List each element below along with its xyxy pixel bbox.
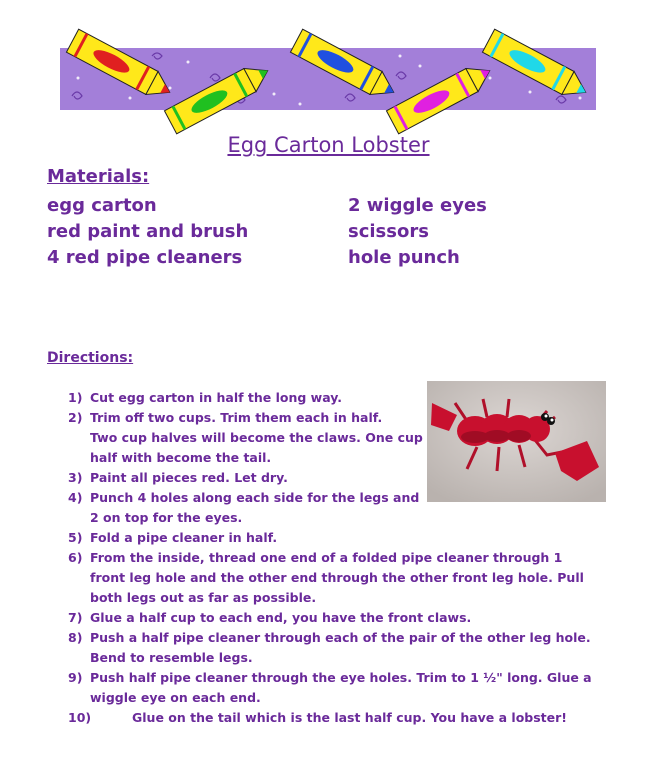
step-line: Glue on the tail which is the last half cup. You have a lobster! [132,710,567,725]
step-line: Punch 4 holes along each side for the legs and [90,490,420,505]
step-line: Trim off two cups. Trim them each in half. [90,410,383,425]
direction-step [68,408,426,468]
step-line: Paint all pieces red. Let dry. [90,470,288,485]
step-line: Bend to resemble legs. [90,650,253,665]
material-item: scissors [348,221,429,242]
step-line: wiggle eye on each end. [90,690,261,705]
direction-step [68,468,426,488]
step-line: 2 on top for the eyes. [90,510,243,525]
direction-step [68,708,628,728]
directions-heading: Directions: [47,350,134,366]
green-crayon-icon [160,56,280,136]
direction-step [68,528,628,548]
step-line: From the inside, thread one end of a folded pipe cleaner through 1 [90,550,563,565]
step-line: Two cup halves will become the claws. One cup [90,430,423,445]
step-line: Fold a pipe cleaner in half. [90,530,278,545]
material-item: hole punch [348,247,460,268]
step-line: Glue a half cup to each end, you have the front claws. [90,610,472,625]
step-number: 2) [68,410,83,425]
step-number: 9) [68,670,83,685]
direction-step [68,628,628,668]
page-title: Egg Carton Lobster [227,133,430,157]
step-line: Push a half pipe cleaner through each of the pair of the other leg hole. [90,630,591,645]
step-line: Cut egg carton in half the long way. [90,390,343,405]
step-number: 8) [68,630,83,645]
materials-list-right [348,193,487,271]
step-number: 6) [68,550,83,565]
step-number: 5) [68,530,83,545]
step-number: 7) [68,610,83,625]
direction-step [68,548,628,608]
material-item: 2 wiggle eyes [348,195,487,216]
materials-heading: Materials: [47,166,150,187]
direction-step [68,668,628,708]
cyan-crayon-icon [478,22,598,112]
step-number: 4) [68,490,83,505]
step-line: Push half pipe cleaner through the eye holes. Trim to 1 ½" long. Glue a [90,670,592,685]
step-number: 3) [68,470,83,485]
step-number: 10) [68,710,92,725]
material-item: red paint and brush [47,221,249,242]
step-line: half with become the tail. [90,450,272,465]
step-line: front leg hole and the other end through the other front leg hole. Pull [90,570,584,585]
material-item: egg carton [47,195,157,216]
step-line: both legs out as far as possible. [90,590,317,605]
materials-list-left [47,193,248,271]
step-number: 1) [68,390,83,405]
directions-list [68,388,628,728]
direction-step [68,488,426,528]
direction-step [68,608,628,628]
direction-step [68,388,426,408]
material-item: 4 red pipe cleaners [47,247,243,268]
